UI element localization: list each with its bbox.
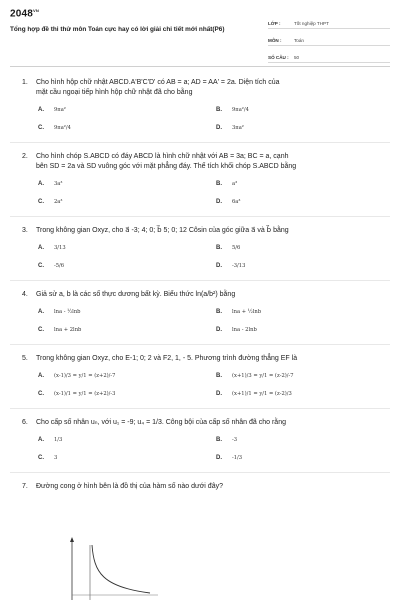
question-text: Giả sử a, b là các số thực dương bất kỳ. Biểu thức ln(a/b²) bằng	[36, 291, 236, 298]
option-text: -5/6	[54, 263, 65, 269]
question-divider	[10, 472, 390, 473]
site-logo[interactable]: $2048^{VN}$	[10, 8, 40, 20]
option-letter: B.	[216, 437, 222, 443]
question-line	[22, 88, 390, 98]
option-text: (x+1)/1 = y/1 = (z-2)/3	[232, 391, 292, 397]
question-line	[22, 290, 390, 300]
answer-option[interactable]	[38, 390, 216, 399]
option-letter: D.	[216, 391, 222, 397]
answer-option[interactable]	[38, 326, 216, 335]
answer-options	[38, 244, 390, 271]
option-letter: C.	[38, 327, 44, 333]
question-number: 5.	[22, 355, 28, 362]
option-letter: A.	[38, 309, 44, 315]
y-axis-arrow	[70, 537, 74, 542]
answer-option[interactable]	[38, 244, 216, 253]
answer-option[interactable]	[216, 106, 394, 115]
option-letter: A.	[38, 437, 44, 443]
option-letter: B.	[216, 107, 222, 113]
question-number: 4.	[22, 291, 28, 298]
option-text: 5/6	[232, 245, 241, 251]
answer-option[interactable]	[216, 454, 394, 463]
option-text: -3	[232, 437, 238, 443]
option-letter: C.	[38, 125, 44, 131]
answer-option[interactable]	[216, 326, 394, 335]
question-text: Cho hình chóp S.ABCD có đáy ABCD là hình chữ nhật với AB = 3a; BC = a, cạnh	[36, 153, 289, 160]
answer-option[interactable]	[216, 124, 394, 133]
answer-option[interactable]	[38, 124, 216, 133]
option-text: 3/13	[54, 245, 66, 251]
answer-option[interactable]	[38, 180, 216, 189]
option-text: 6a³	[232, 199, 241, 205]
answer-options	[38, 106, 390, 133]
option-letter: D.	[216, 199, 222, 205]
answer-option[interactable]	[216, 390, 394, 399]
answer-option[interactable]	[38, 372, 216, 381]
question-text: Cho cấp số nhân uₙ, với u₁ = -9; u₄ = 1/3. Công bội của cấp số nhân đã cho rằng	[36, 419, 286, 426]
option-letter: C.	[38, 455, 44, 461]
option-text: 3πa²	[232, 125, 244, 131]
question-item	[22, 152, 390, 217]
option-text: lna - 2lnb	[232, 327, 257, 333]
answer-options	[38, 308, 390, 335]
option-text: lna - ½lnb	[54, 309, 81, 315]
option-text: -3/13	[232, 263, 246, 269]
meta-row	[268, 46, 390, 63]
question-text: bên SD = 2a và SD vuông góc với mặt phẳng đáy. Thể tích khối chóp S.ABCD bằng	[36, 163, 297, 170]
meta-label: LỚP :	[268, 21, 281, 26]
question-divider	[10, 408, 390, 409]
question-divider	[10, 280, 390, 281]
function-graph	[50, 537, 160, 600]
meta-value: 50	[294, 55, 300, 60]
option-letter: A.	[38, 107, 44, 113]
meta-row	[268, 29, 390, 46]
answer-option[interactable]	[216, 198, 394, 207]
question-line	[22, 152, 390, 162]
answer-option[interactable]	[216, 436, 394, 445]
answer-option[interactable]	[216, 262, 394, 271]
option-text: 3	[54, 455, 58, 461]
question-number: 6.	[22, 419, 28, 426]
option-letter: D.	[216, 327, 222, 333]
question-number: 7.	[22, 483, 28, 490]
meta-label: SỐ CÂU :	[268, 55, 289, 60]
option-letter: D.	[216, 263, 222, 269]
option-text: -1/3	[232, 455, 243, 461]
question-text: Cho hình hộp chữ nhật ABCD.A'B'C'D' có AB = a; AD = AA' = 2a. Diện tích của	[36, 79, 280, 86]
option-letter: A.	[38, 373, 44, 379]
document-title: Tổng hợp đề thi thử môn Toán cực hay có lời giải chi tiết mới nhất(P6)	[10, 26, 225, 33]
question-number	[22, 162, 36, 172]
question-list	[22, 78, 390, 492]
question-item	[22, 226, 390, 281]
option-text: (x-1)/1 = y/1 = (z+2)/-3	[54, 391, 116, 397]
option-letter: C.	[38, 199, 44, 205]
answer-option[interactable]	[38, 308, 216, 317]
option-text: lna + 2lnb	[54, 327, 82, 333]
question-number: 3.	[22, 227, 28, 234]
option-text: 3a³	[54, 181, 63, 187]
answer-option[interactable]	[216, 308, 394, 317]
option-text: 1/3	[54, 437, 63, 443]
meta-value: Toán	[294, 38, 304, 43]
question-item	[22, 354, 390, 409]
question-text: Trong không gian Oxyz, cho E-1; 0; 2 và F2, 1, - 5. Phương trình đường thẳng EF là	[36, 355, 298, 362]
document-meta	[268, 12, 390, 63]
answer-options	[38, 372, 390, 399]
question-line	[22, 418, 390, 428]
question-text: Trong không gian Oxyz, cho a⃗ -3; 4; 0; b⃗ 5; 0; 12 Côsin của góc giữa a⃗ và b⃗ bằng	[36, 227, 289, 234]
question-line	[22, 354, 390, 364]
answer-options	[38, 436, 390, 463]
answer-option[interactable]	[38, 262, 216, 271]
answer-option[interactable]	[38, 454, 216, 463]
question-line	[22, 162, 390, 172]
answer-option[interactable]	[216, 372, 394, 381]
question-divider	[10, 344, 390, 345]
answer-option[interactable]	[216, 244, 394, 253]
question-line	[22, 482, 390, 492]
answer-option[interactable]	[38, 436, 216, 445]
option-letter: A.	[38, 181, 44, 187]
option-letter: C.	[38, 391, 44, 397]
answer-option[interactable]	[38, 106, 216, 115]
answer-option[interactable]	[38, 198, 216, 207]
question-text: mặt cầu ngoại tiếp hình hộp chữ nhật đã cho bằng	[36, 89, 193, 96]
question-text: Đường cong ở hình bên là đồ thị của hàm số nào dưới đây?	[36, 483, 223, 490]
question-line	[22, 78, 390, 88]
question-item	[22, 78, 390, 143]
meta-label: MÔN :	[268, 38, 282, 43]
question-item	[22, 482, 390, 492]
option-letter: B.	[216, 181, 222, 187]
option-letter: D.	[216, 125, 222, 131]
option-text: a³	[232, 181, 238, 187]
option-text: 9πa²	[54, 107, 66, 113]
question-line	[22, 226, 390, 236]
option-letter: B.	[216, 309, 222, 315]
document-header	[10, 8, 390, 64]
option-letter: C.	[38, 263, 44, 269]
option-text: lna + ½lnb	[232, 309, 262, 315]
header-divider	[10, 66, 390, 67]
option-text: 9πa²/4	[54, 125, 71, 131]
question-divider	[10, 216, 390, 217]
option-text: (x-1)/3 = y/1 = (z+2)/-7	[54, 373, 116, 379]
answer-options	[38, 180, 390, 207]
option-letter: D.	[216, 455, 222, 461]
question-item	[22, 418, 390, 473]
question-number	[22, 88, 36, 98]
option-text: 2a³	[54, 199, 63, 205]
question-number: 1.	[22, 79, 28, 86]
question-number: 2.	[22, 153, 28, 160]
option-letter: A.	[38, 245, 44, 251]
meta-value: Tốt nghiệp THPT	[294, 21, 329, 26]
option-text: 9πa²/4	[232, 107, 249, 113]
option-text: (x+1)/3 = y/1 = (z-2)/-7	[232, 373, 294, 379]
question-divider	[10, 142, 390, 143]
question-item	[22, 290, 390, 345]
meta-row	[268, 12, 390, 29]
option-letter: B.	[216, 245, 222, 251]
graph-curve	[92, 545, 150, 593]
answer-option[interactable]	[216, 180, 394, 189]
option-letter: B.	[216, 373, 222, 379]
